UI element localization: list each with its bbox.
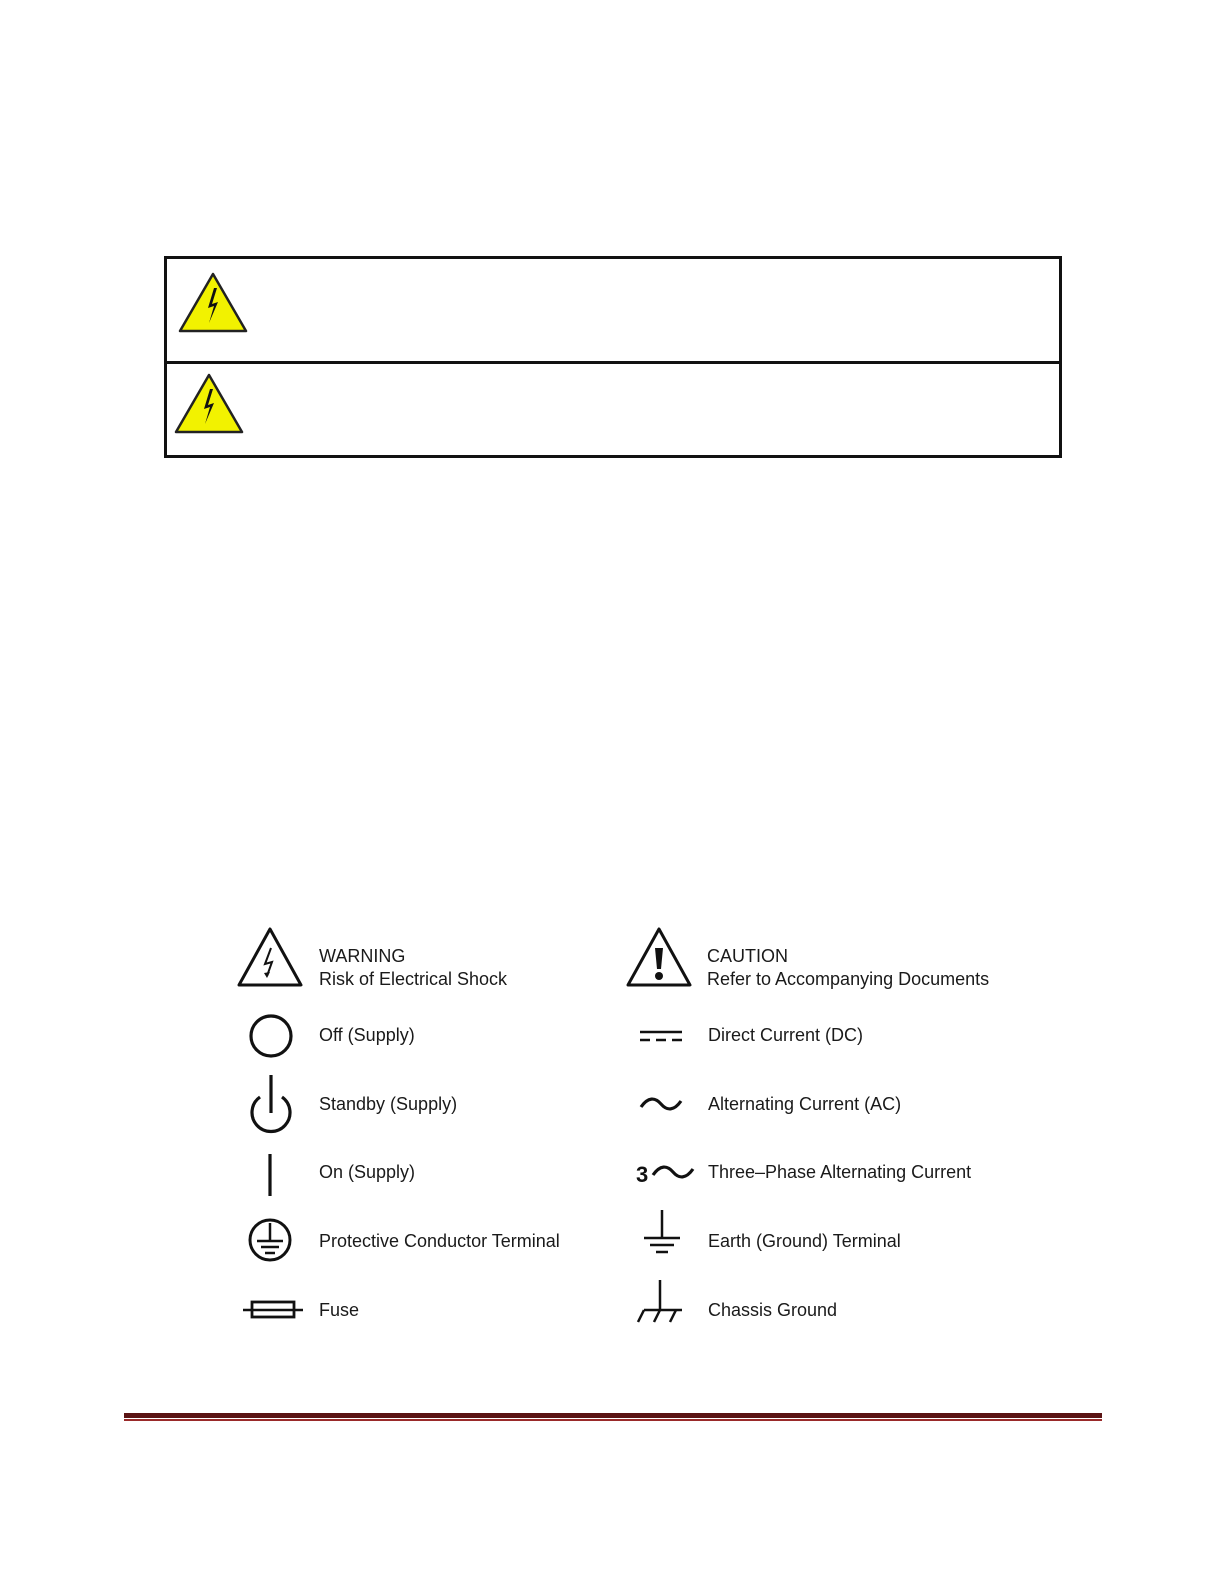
direct-current-label: Direct Current (DC) (708, 1025, 864, 1045)
alternating-current-label: Alternating Current (AC) (708, 1094, 902, 1114)
chassis-ground-label: Chassis Ground (708, 1300, 838, 1320)
protective-conductor-label: Protective Conductor Terminal (319, 1231, 560, 1251)
warning-label: Risk of Electrical Shock (319, 969, 508, 989)
caution-title: CAUTION (707, 946, 788, 966)
earth-ground-icon (642, 1208, 682, 1258)
three-phase-ac-label: Three–Phase Alternating Current (708, 1162, 972, 1182)
protective-conductor-icon (246, 1216, 296, 1264)
footer-rule-accent (124, 1419, 1102, 1421)
three-phase-glyph: 3 (636, 1162, 649, 1187)
warning-row-1 (167, 259, 1059, 361)
warning-row-2 (167, 361, 1059, 466)
caution-icon (625, 926, 693, 988)
electrical-shock-warning-icon (236, 926, 304, 988)
three-phase-ac-icon (650, 1162, 696, 1182)
warning-title: WARNING (319, 946, 406, 966)
earth-ground-label: Earth (Ground) Terminal (708, 1231, 901, 1251)
footer-rule (124, 1413, 1102, 1418)
off-supply-icon (246, 1012, 296, 1062)
on-supply-label: On (Supply) (319, 1162, 416, 1182)
fuse-icon (242, 1298, 304, 1322)
electrical-hazard-icon (177, 271, 249, 335)
electrical-hazard-icon (173, 372, 245, 436)
chassis-ground-icon (634, 1278, 686, 1326)
caution-label: Refer to Accompanying Documents (707, 969, 990, 989)
on-supply-icon (262, 1152, 278, 1198)
standby-supply-icon (246, 1073, 296, 1137)
warning-box (164, 256, 1062, 458)
standby-supply-label: Standby (Supply) (319, 1094, 458, 1114)
direct-current-icon (638, 1028, 684, 1044)
fuse-label: Fuse (319, 1300, 360, 1320)
alternating-current-icon (638, 1094, 684, 1114)
off-supply-label: Off (Supply) (319, 1025, 415, 1045)
